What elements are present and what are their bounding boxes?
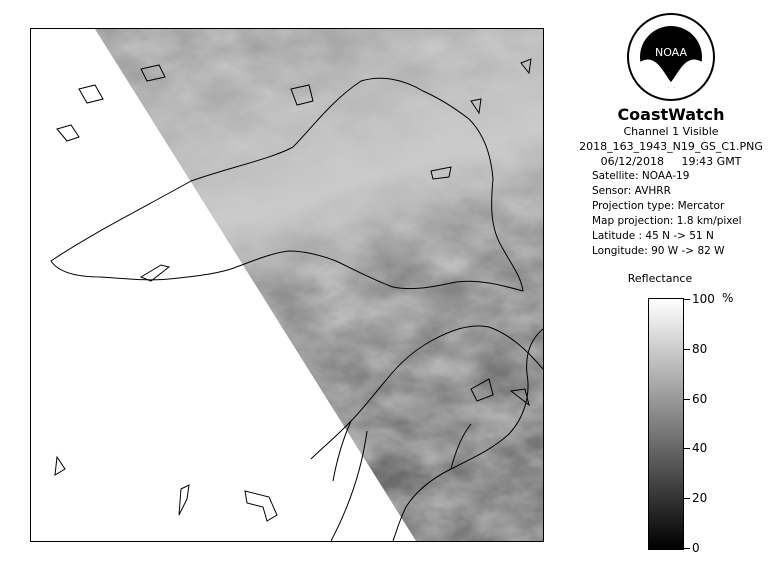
colorbar-tick (684, 448, 690, 449)
noaa-logo (626, 12, 716, 102)
satellite-swath (31, 29, 543, 541)
metadata-list (566, 169, 776, 259)
satellite-info: Satellite: NOAA-19 (592, 170, 690, 182)
colorbar-tick-label: 100 (692, 292, 715, 306)
colorbar-unit: % (722, 291, 734, 305)
colorbar-tick-label: 80 (692, 342, 708, 356)
colorbar-tick (684, 399, 690, 400)
colorbar-tick-label: 0 (692, 541, 700, 555)
satellite-image (30, 28, 544, 542)
info-panel (566, 12, 776, 259)
filename: 2018_163_1943_N19_GS_C1.PNG (579, 140, 763, 153)
sensor-info: Sensor: AVHRR (592, 185, 671, 197)
time: 19:43 GMT (681, 155, 742, 168)
resolution-info: Map projection: 1.8 km/pixel (592, 215, 742, 227)
colorbar-label: Reflectance (627, 272, 693, 285)
latitude-info: Latitude : 45 N -> 51 N (592, 230, 714, 242)
colorbar-tick (684, 498, 690, 499)
colorbar (648, 298, 684, 550)
colorbar-tick-label: 20 (692, 491, 708, 505)
projection-info: Projection type: Mercator (592, 200, 725, 212)
longitude-info: Longitude: 90 W -> 82 W (592, 245, 725, 257)
datetime (566, 154, 776, 169)
colorbar-tick (684, 299, 690, 300)
colorbar-tick-label: 60 (692, 392, 708, 406)
colorbar-tick (684, 349, 690, 350)
brand-title: CoastWatch (617, 105, 725, 124)
colorbar-tick-label: 40 (692, 441, 708, 455)
channel-name: Channel 1 Visible (623, 125, 719, 138)
logo-text: NOAA (654, 46, 688, 59)
colorbar-tick (684, 548, 690, 549)
map-canvas (31, 29, 543, 541)
date: 06/12/2018 (600, 155, 664, 168)
isle-royale-coastline (141, 265, 169, 281)
noaa-emblem (626, 12, 716, 102)
